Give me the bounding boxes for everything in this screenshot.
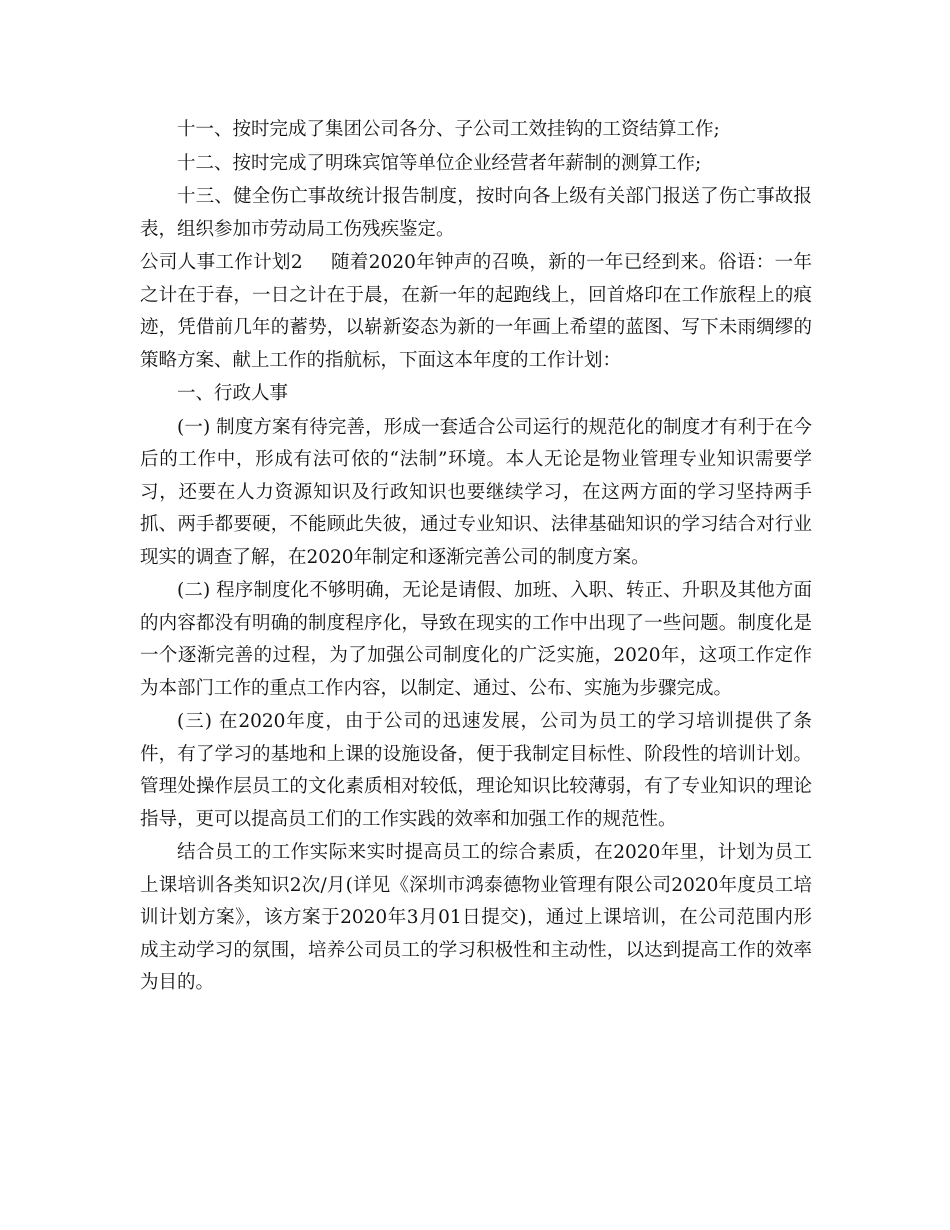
body-paragraph-1: (一) 制度方案有待完善，形成一套适合公司运行的规范化的制度才有利于在今后的工作中，形成有法可依的“法制”环境。本人无论是物业管理专业知识需要学习，还要在人力资源知识及行政知识也要继续学习，在这两方面的学习坚持两手抓、两手都要硬，不能顾此失彼，通过专业知识、法律基础知识的学习结合对行业现实的调查了解，在2020年制定和逐渐完善公司的制度方案。 — [140, 416, 812, 568]
paragraph-item-11: 十一、按时完成了集团公司各分、子公司工效挂钩的工资结算工作; — [177, 119, 720, 140]
body-paragraph-2: (二) 程序制度化不够明确，无论是请假、加班、入职、转正、升职及其他方面的内容都没有明确的制度程序化，导致在现实的工作中出现了一些问题。制度化是一个逐渐完善的过程，为了加强公司制度化的广泛实施，2020年，这项工作定作为本部门工作的重点工作内容，以制定、通过、公布、实施为步骤完成。 — [140, 580, 812, 699]
paragraph-item-12: 十二、按时完成了明珠宾馆等单位企业经营者年薪制的测算工作; — [177, 152, 702, 174]
subheading-admin-hr: 一、行政人事 — [177, 383, 289, 404]
paragraph-item-13: 十三、健全伤亡事故统计报告制度，按时向各上级有关部门报送了伤亡事故报表，组织参加市劳动局工伤残疾鉴定。 — [140, 186, 812, 240]
body-paragraph-3: (三) 在2020年度，由于公司的迅速发展，公司为员工的学习培训提供了条件，有了学习的基地和上课的设施设备，便于我制定目标性、阶段性的培训计划。管理处操作层员工的文化素质相对较低，理论知识比较薄弱，有了专业知识的理论指导，更可以提高员工们的工作实践的效率和加强工作的规范性。 — [140, 711, 812, 830]
body-paragraph-4: 结合员工的工作实际来实时提高员工的综合素质，在2020年里，计划为员工上课培训各类知识2次/月(详见《深圳市鸿泰德物业管理有限公司2020年度员工培训计划方案》，该方案于2020年3月01日提交)，通过上课培训，在公司范围内形成主动学习的氛围，培养公司员工的学习积极性和主动性，以达到提高工作的效率为目的。 — [140, 842, 812, 993]
document-page — [140, 114, 812, 1000]
section-intro-paragraph — [140, 247, 812, 377]
section-title: 公司人事工作计划2 — [140, 252, 303, 273]
section-intro-text: 随着2020年钟声的召唤，新的一年已经到来。俗语：一年之计在于春，一日之计在于晨，在新一年的起跑线上，回首烙印在工作旅程上的痕迹，凭借前几年的蓄势，以崭新姿态为新的一年画上希望的蓝图、写下未雨绸缪的策略方案、献上工作的指航标，下面这本年度的工作计划： — [140, 252, 812, 371]
